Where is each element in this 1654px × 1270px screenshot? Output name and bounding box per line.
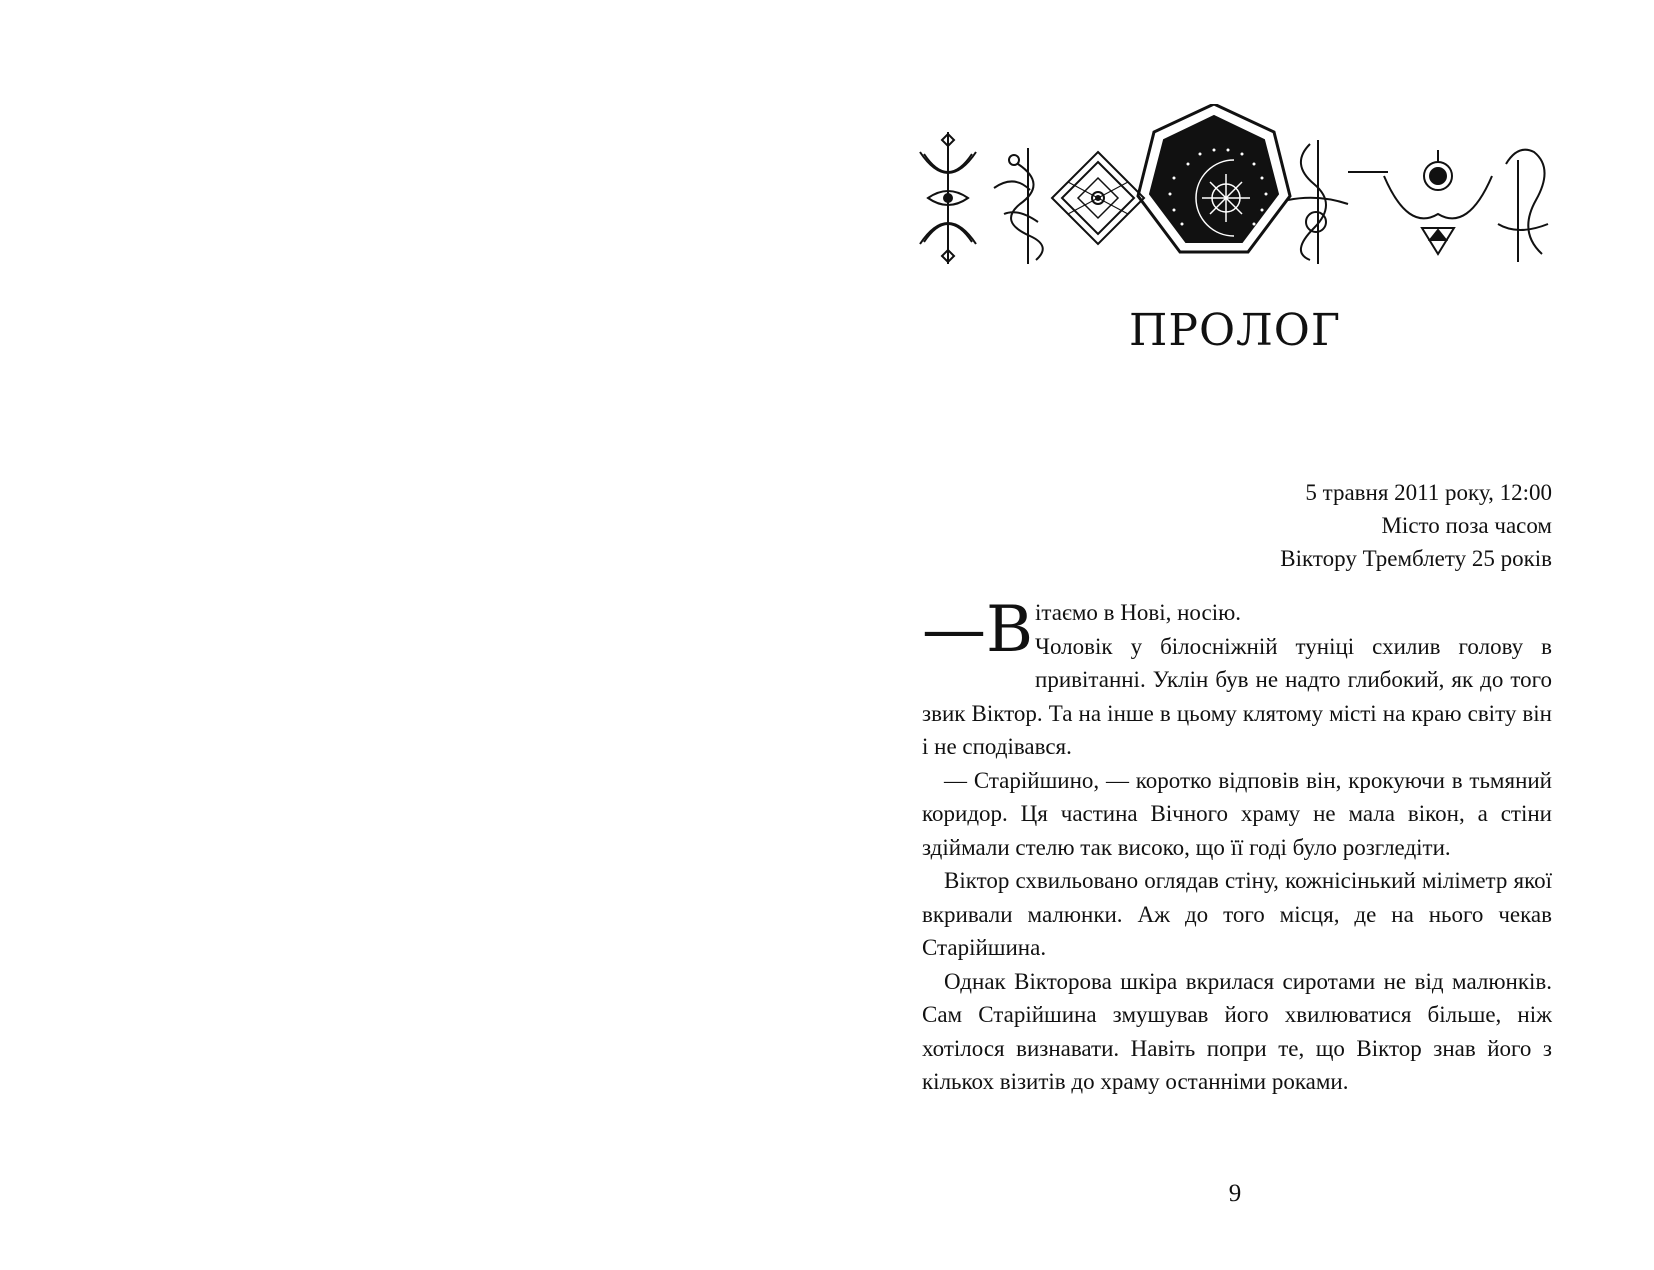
serpent-staff-icon: [994, 148, 1043, 264]
dropcap-dash: —: [922, 593, 986, 667]
winged-sun-triangle-icon: [1348, 150, 1492, 254]
paragraph-2: — Старійшино, — коротко відповів він, крокуючи в тьмяний коридор. Ця частина Вічного храму не мала вікон, а стіни здіймали стелю так високо, що її годі було розгледіти.: [922, 767, 1552, 860]
clef-symbol-icon: [1288, 140, 1348, 264]
epigraph-date: 5 травня 2011 року, 12:00: [1305, 480, 1552, 505]
epigraph: [1280, 476, 1552, 575]
dropcap: [922, 593, 1034, 667]
epigraph-character-age: Віктору Тремблету 25 років: [1280, 546, 1552, 571]
paragraph-3: Віктор схвильовано оглядав стіну, кожнісінький міліметр якої вкривали малюнки. Аж до того місця, де на нього чекав Старійшина.: [922, 868, 1552, 960]
paragraph-1: [922, 593, 1552, 764]
diamond-eye-icon: [1052, 152, 1144, 244]
paragraph-1b-text: Чоловік у білосніжній туніці схилив голову в привітанні. Уклін був не надто глибокий, як до того звик Віктор. Та на інше в цьому клятому місті на краю світу він і не сподівався.: [922, 633, 1552, 759]
occult-symbols-ornament-icon: [918, 104, 1552, 290]
paragraph-4: Однак Вікторова шкіра вкрилася сиротами не від малюнків. Сам Старійшина змушував його хвилюватися більше, ніж хотілося визнавати. Навіть попри те, що Віктор знав його з кількох візитів до храму останніми роками.: [922, 968, 1552, 1094]
hook-symbol-icon: [1498, 150, 1548, 262]
paragraph-1-text: ітаємо в Нові, носію.: [1035, 600, 1242, 625]
dropcap-letter: В: [986, 593, 1034, 667]
eye-x-symbol-icon: [920, 132, 976, 264]
page-number: 9: [1228, 1180, 1242, 1207]
chapter-title: ПРОЛОГ: [1129, 305, 1341, 356]
heptagon-moon-icon: [1138, 104, 1290, 252]
epigraph-place: Місто поза часом: [1381, 513, 1552, 538]
body-text: [922, 593, 1552, 1099]
